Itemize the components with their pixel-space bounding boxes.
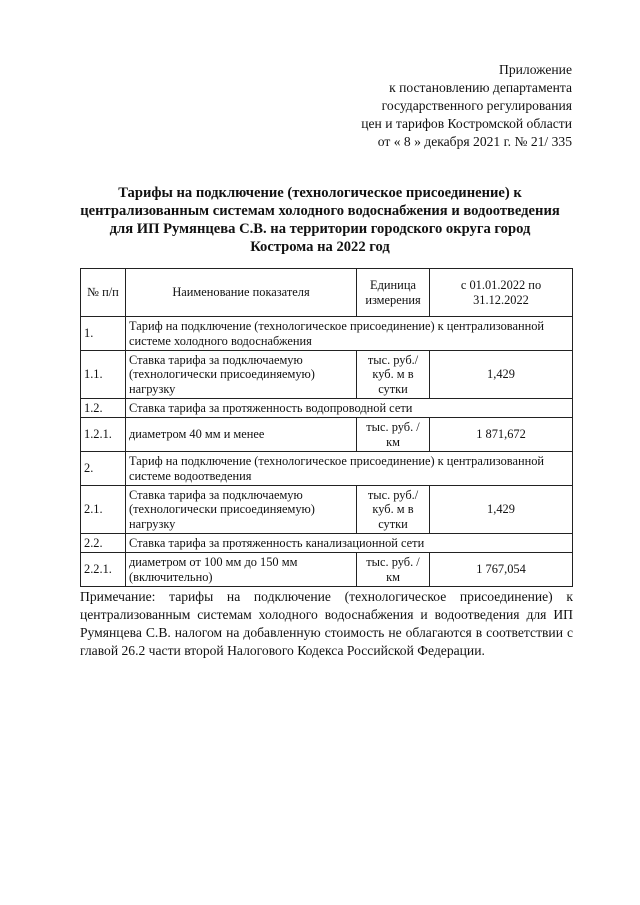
table-row xyxy=(81,553,573,587)
row-name: диаметром от 100 мм до 150 мм (включительно) xyxy=(126,553,357,587)
header-period: с 01.01.2022 по 31.12.2022 xyxy=(430,269,573,317)
row-unit: тыс. руб./ куб. м в сутки xyxy=(357,486,430,534)
appendix-line: к постановлению департамента xyxy=(389,80,572,95)
row-num: 2.2.1. xyxy=(81,553,126,587)
table-row xyxy=(81,418,573,452)
row-num: 2.1. xyxy=(81,486,126,534)
document-title: Тарифы на подключение (технологическое присоединение) к централизованным системам холодного водоснабжения и водоотведения для ИП Румянцева С.В. на территории городского округа город Кострома на 2022 год xyxy=(80,185,560,255)
appendix-line: от « 8 » декабря 2021 г. № 21/ 335 xyxy=(377,134,572,149)
row-unit: тыс. руб. /км xyxy=(357,418,430,452)
table-row xyxy=(81,399,573,418)
row-num: 1.2. xyxy=(81,399,126,418)
table-row xyxy=(81,317,573,351)
row-num: 1. xyxy=(81,317,126,351)
table-row xyxy=(81,351,573,399)
appendix-header xyxy=(361,61,572,151)
appendix-line: Приложение xyxy=(499,62,572,77)
row-value: 1 871,672 xyxy=(430,418,573,452)
row-name: Ставка тарифа за подключаемую (технологически присоединяемую) нагрузку xyxy=(126,351,357,399)
table-row xyxy=(81,534,573,553)
row-value: 1,429 xyxy=(430,351,573,399)
row-name: диаметром 40 мм и менее xyxy=(126,418,357,452)
appendix-line: цен и тарифов Костромской области xyxy=(361,116,572,131)
row-value: 1 767,054 xyxy=(430,553,573,587)
row-name: Тариф на подключение (технологическое присоединение) к централизованной системе водоотведения xyxy=(126,452,573,486)
note-paragraph: Примечание: тарифы на подключение (технологическое присоединение) к централизованным системам холодного водоснабжения и водоотведения для ИП Румянцева С.В. налогом на добавленную стоимость не облагаются в соответствии с главой 26.2 части второй Налогового Кодекса Российской Федерации. xyxy=(80,589,573,658)
header-unit: Единица измерения xyxy=(357,269,430,317)
header-num: № п/п xyxy=(81,269,126,317)
header-name: Наименование показателя xyxy=(126,269,357,317)
row-num: 2.2. xyxy=(81,534,126,553)
row-name: Ставка тарифа за протяженность канализационной сети xyxy=(126,534,573,553)
row-name: Ставка тарифа за подключаемую (технологически присоединяемую) нагрузку xyxy=(126,486,357,534)
tariff-table xyxy=(80,268,573,587)
row-unit: тыс. руб. /км xyxy=(357,553,430,587)
row-value: 1,429 xyxy=(430,486,573,534)
table-row xyxy=(81,452,573,486)
appendix-line: государственного регулирования xyxy=(381,98,572,113)
row-num: 2. xyxy=(81,452,126,486)
table-header-row xyxy=(81,269,573,317)
table-row xyxy=(81,486,573,534)
row-unit: тыс. руб./ куб. м в сутки xyxy=(357,351,430,399)
row-num: 1.1. xyxy=(81,351,126,399)
row-num: 1.2.1. xyxy=(81,418,126,452)
row-name: Ставка тарифа за протяженность водопроводной сети xyxy=(126,399,573,418)
row-name: Тариф на подключение (технологическое присоединение) к централизованной системе холодного водоснабжения xyxy=(126,317,573,351)
